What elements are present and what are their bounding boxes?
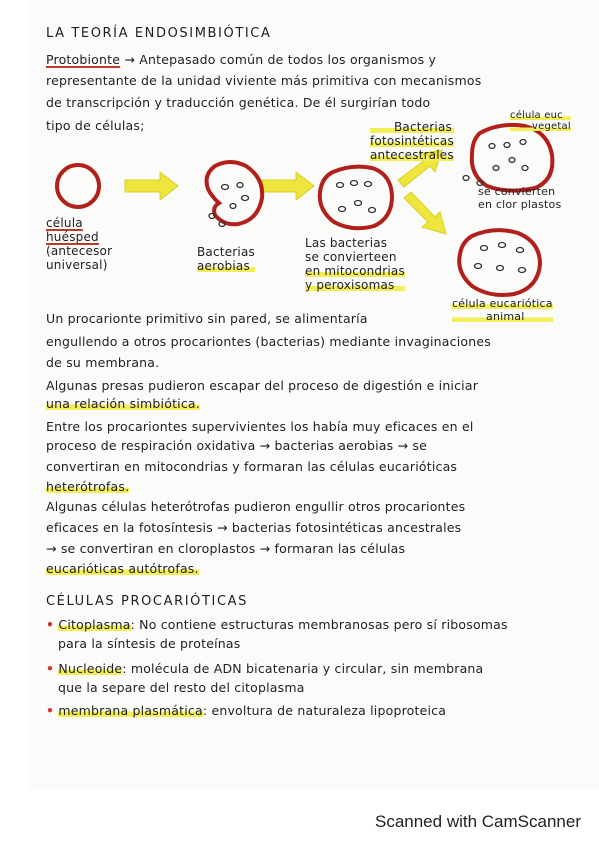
host-cell-label-line-2: huésped bbox=[46, 230, 99, 244]
animal-cell-organelles bbox=[475, 243, 526, 273]
intro-arrow: → bbox=[124, 52, 136, 67]
p3-line-2: proceso de respiración oxidativa → bacterias aerobias → se bbox=[46, 438, 427, 453]
bullet-citoplasma-text: : No contiene estructuras membranosas pero sí ribosomas bbox=[130, 617, 508, 632]
bullet-dot-icon: • bbox=[46, 703, 55, 718]
bullet-membrana-term: membrana plasmática bbox=[58, 703, 203, 718]
arrow-down bbox=[404, 192, 446, 234]
p4-line-4-text: eucarióticas autótrofas. bbox=[46, 561, 199, 576]
arrows bbox=[125, 150, 446, 234]
photo-label-line-2: fotosintéticas bbox=[370, 134, 454, 148]
bullet-dot-icon: • bbox=[46, 617, 55, 632]
host-cell-label-line-4: universal) bbox=[46, 258, 108, 272]
bullet-membrana-text: : envoltura de naturaleza lipoproteica bbox=[202, 703, 447, 718]
p1-line-2: engullendo a otros procariontes (bacterias) mediante invaginaciones bbox=[46, 334, 491, 349]
mito-label-line-3: en mitocondrias bbox=[305, 264, 405, 278]
plastid-label bbox=[478, 185, 561, 211]
photo-label-line-3: antecestrales bbox=[370, 148, 454, 162]
p2-line-2-text: una relación simbiótica. bbox=[46, 396, 200, 411]
p3-line-4-text: heterótrofas. bbox=[46, 479, 130, 494]
bullet-nucleoide-term: Nucleoide bbox=[58, 661, 123, 676]
p3-line-3: convertiran en mitocondrias y formaran las células eucarióticas bbox=[46, 459, 458, 474]
mito-label-line-4: y peroxisomas bbox=[305, 278, 405, 292]
host-cell-label-line-3: (antecesor bbox=[46, 244, 113, 258]
mito-label bbox=[305, 236, 405, 292]
photo-label-line-1: Bacterias bbox=[370, 120, 454, 134]
protobionte-term: Protobionte bbox=[46, 52, 121, 67]
host-cell-label bbox=[46, 216, 112, 272]
plant-label-line-1: célula euc bbox=[510, 110, 571, 121]
bullet-nucleoide-cont: que la separe del resto del citoplasma bbox=[58, 680, 305, 695]
p1-line-1: Un procarionte primitivo sin pared, se alimentaría bbox=[46, 311, 368, 326]
intro-line-3: de transcripción y traducción genética. De él surgirían todo bbox=[46, 95, 431, 110]
plant-label bbox=[510, 110, 571, 132]
p2-line-2 bbox=[46, 396, 200, 412]
p4-line-3: → se convertiran en cloroplastos → formaran las células bbox=[46, 541, 406, 556]
bullet-membrana bbox=[46, 703, 446, 719]
bullet-citoplasma-term: Citoplasma bbox=[58, 617, 131, 632]
animal-label-line-2: animal bbox=[452, 310, 553, 323]
host-cell-label-line-1: célula bbox=[46, 216, 83, 230]
mito-cell bbox=[320, 167, 392, 229]
p3-line-1: Entre los procariontes supervivientes los había muy eficaces en el bbox=[46, 419, 474, 434]
section-heading: CÉLULAS PROCARIÓTICAS bbox=[46, 594, 248, 609]
arrow-right-1 bbox=[125, 172, 178, 200]
photo-label bbox=[370, 120, 454, 162]
p4-line-1: Algunas células heterótrofas pudieron engullir otros procariontes bbox=[46, 499, 466, 514]
intro-line-2: representante de la unidad viviente más primitiva con mecanismos bbox=[46, 73, 482, 88]
mito-label-line-1: Las bacterias bbox=[305, 236, 388, 250]
animal-label-line-1: célula eucariótica bbox=[452, 297, 553, 310]
aerobic-label bbox=[197, 245, 255, 273]
plant-label-line-2: vegetal bbox=[510, 121, 571, 132]
bullet-nucleoide bbox=[46, 661, 483, 677]
bullet-dot-icon: • bbox=[46, 661, 55, 676]
mito-cell-organelles bbox=[337, 181, 376, 213]
aerobic-label-line-2: aerobias bbox=[197, 259, 255, 273]
p4-line-2: eficaces en la fotosíntesis → bacterias fotosintéticas ancestrales bbox=[46, 520, 462, 535]
aerobic-label-line-1: Bacterias bbox=[197, 245, 255, 259]
intro-line-4: tipo de células; bbox=[46, 118, 145, 133]
animal-cell bbox=[459, 230, 540, 295]
arrow-right-2 bbox=[262, 172, 314, 200]
bullet-nucleoide-text: : molécula de ADN bicatenaria y circular, sin membrana bbox=[122, 661, 484, 676]
mito-label-line-2: se convierteen bbox=[305, 250, 397, 264]
intro-line-1-rest: Antepasado común de todos los organismos y bbox=[139, 52, 437, 67]
bullet-citoplasma-cont: para la síntesis de proteínas bbox=[58, 636, 241, 651]
plastid-label-line-2: en clor plastos bbox=[478, 198, 562, 211]
p2-line-1: Algunas presas pudieron escapar del proceso de digestión e iniciar bbox=[46, 378, 479, 393]
host-cell bbox=[57, 165, 99, 207]
plastid-label-line-1: se convierten bbox=[478, 185, 556, 198]
bullet-citoplasma bbox=[46, 617, 508, 633]
p3-line-4 bbox=[46, 479, 129, 495]
camscanner-watermark: Scanned with CamScanner bbox=[374, 812, 581, 831]
p4-line-4 bbox=[46, 561, 199, 577]
page-title: LA TEORÍA ENDOSIMBIÓTICA bbox=[46, 26, 272, 41]
animal-label bbox=[452, 297, 553, 323]
p1-line-3: de su membrana. bbox=[46, 355, 160, 370]
